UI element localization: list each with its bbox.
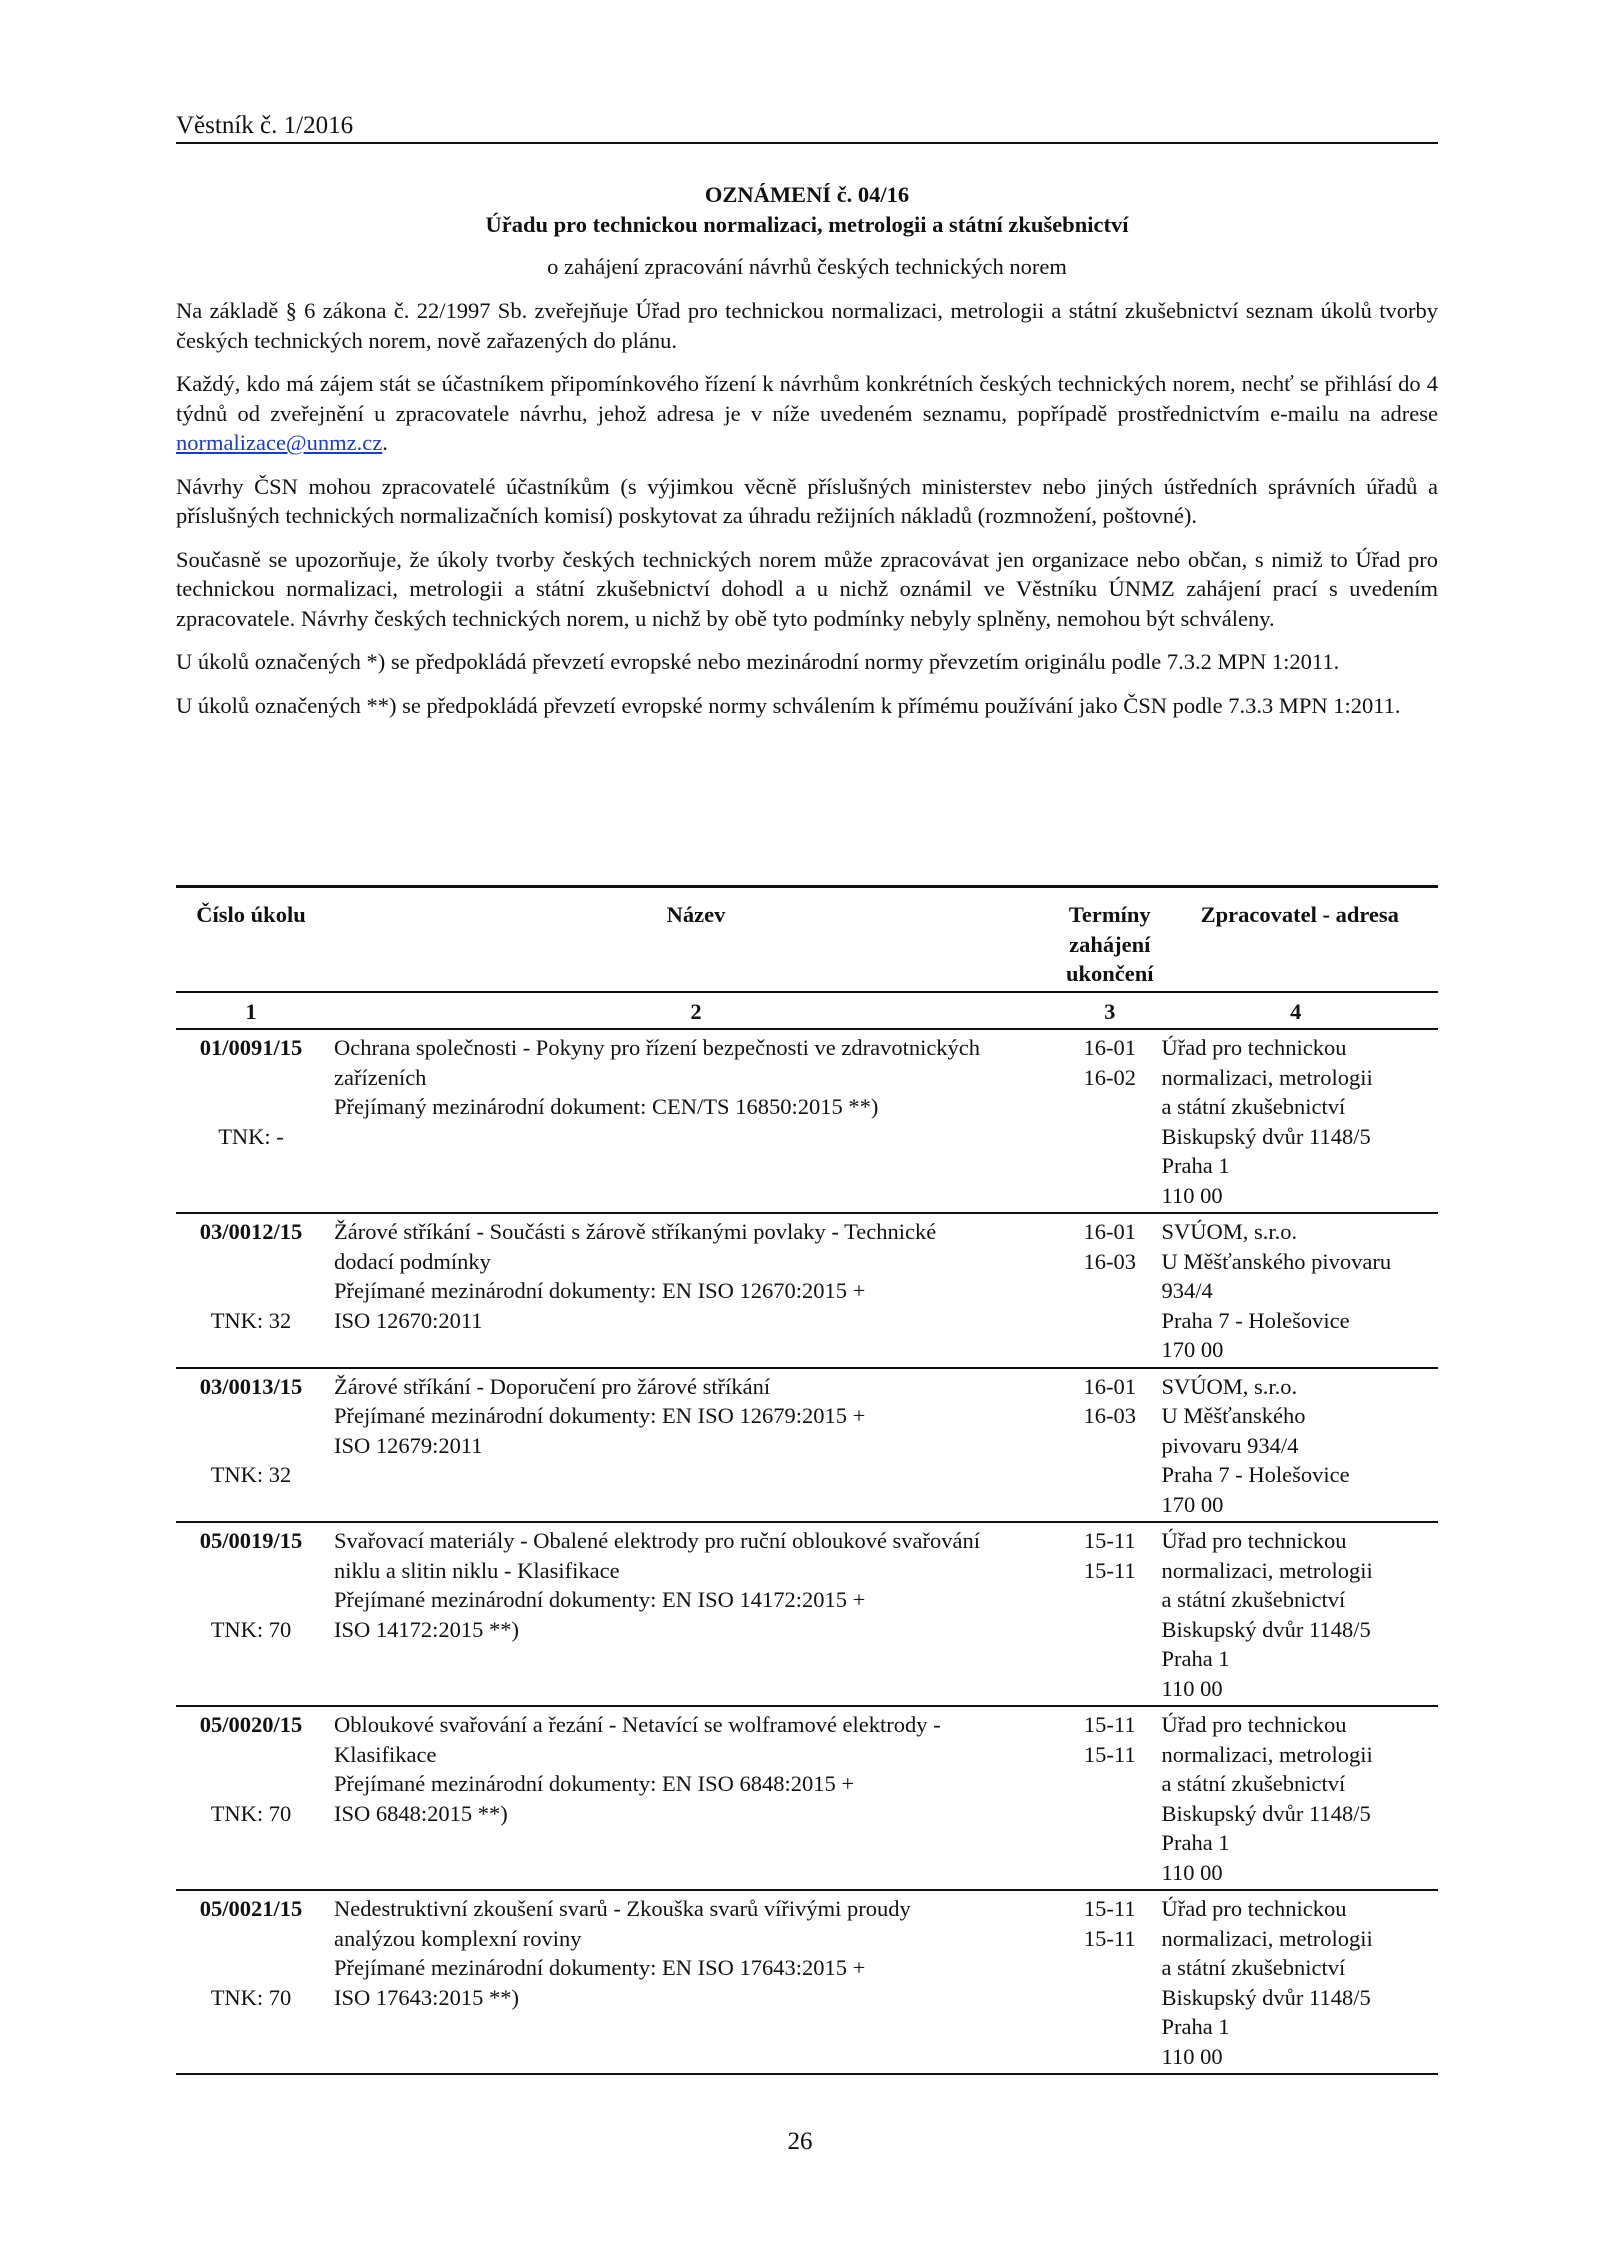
table-header-row xyxy=(176,887,1438,992)
task-title-line: Přejímané mezinárodní dokumenty: EN ISO 17643:2015 + xyxy=(334,1955,866,1980)
address-line: SVÚOM, s.r.o. xyxy=(1161,1373,1298,1399)
address-line: normalizaci, metrologii xyxy=(1161,1925,1373,1951)
header-processor: Zpracovatel - adresa xyxy=(1200,902,1399,927)
header-terms-line: ukončení xyxy=(1066,961,1154,986)
address-line: a státní zkušebnictví xyxy=(1161,1587,1346,1612)
title-line-2: Úřadu pro technickou normalizaci, metrologii a státní zkušebnictví xyxy=(485,212,1129,237)
task-title-line: ISO 12679:2011 xyxy=(334,1432,483,1458)
task-title-cell xyxy=(326,1029,1066,1213)
header-title: Název xyxy=(666,902,726,927)
task-number: 01/0091/15 xyxy=(199,1035,303,1060)
header-task-number: Číslo úkolu xyxy=(196,902,306,927)
task-title-line: Přejímané mezinárodní dokumenty: EN ISO 12679:2015 + xyxy=(334,1403,866,1428)
term-start: 16-01 xyxy=(1083,1219,1137,1244)
tnk-label: TNK: - xyxy=(218,1123,284,1149)
tnk-label: TNK: 32 xyxy=(210,1307,292,1333)
task-title-line: Žárové stříkání - Součásti s žárově stříkanými povlaky - Technické xyxy=(334,1219,937,1244)
task-title-cell xyxy=(326,1213,1066,1368)
address-line: 110 00 xyxy=(1161,1675,1223,1701)
table-row xyxy=(176,1706,1438,1890)
paragraph-participation-text: Každý, kdo má zájem stát se účastníkem připomínkového řízení k návrhům konkrétních českých technických norem, nechť se přihlásí do 4 týdnů od zveřejnění u zpracovatele návrhu, jehož adresa je v níže uvedeném seznamu, popřípadě prostřednictvím e-mailu na adrese xyxy=(176,371,1438,426)
term-start: 15-11 xyxy=(1083,1528,1136,1553)
task-id-cell xyxy=(176,1029,326,1213)
document-page xyxy=(176,112,1438,2069)
task-id-cell xyxy=(176,1522,326,1706)
term-start: 16-01 xyxy=(1083,1035,1137,1060)
processor-address-cell xyxy=(1154,1522,1438,1706)
address-line: 110 00 xyxy=(1161,2043,1223,2069)
header-terms-line: zahájení xyxy=(1069,931,1151,957)
task-terms-cell xyxy=(1066,1522,1154,1706)
tnk-label: TNK: 70 xyxy=(210,1616,292,1642)
address-line: 170 00 xyxy=(1161,1337,1224,1362)
address-line: SVÚOM, s.r.o. xyxy=(1161,1219,1298,1244)
processor-address-cell xyxy=(1154,1706,1438,1890)
task-number: 05/0020/15 xyxy=(199,1712,303,1737)
task-title-line: ISO 6848:2015 **) xyxy=(334,1800,508,1826)
paragraph-legal-basis: Na základě § 6 zákona č. 22/1997 Sb. zveřejňuje Úřad pro technickou normalizaci, metrologii a státní zkušebnictví seznam úkolů tvorby českých technických norem, nově zařazených do plánu. xyxy=(176,298,1438,353)
table-row xyxy=(176,1368,1438,1523)
processor-address-cell xyxy=(1154,1213,1438,1368)
address-line: Biskupský dvůr 1148/5 xyxy=(1161,1616,1371,1642)
term-end: 16-02 xyxy=(1083,1064,1137,1090)
address-line: Praha 1 xyxy=(1161,1830,1230,1855)
table-row xyxy=(176,1029,1438,1213)
term-start: 16-01 xyxy=(1083,1373,1137,1399)
term-start: 15-11 xyxy=(1083,1712,1136,1737)
processor-address-cell xyxy=(1154,1368,1438,1523)
address-line: Úřad pro technickou xyxy=(1161,1896,1347,1921)
address-line: 170 00 xyxy=(1161,1491,1224,1517)
processor-address-cell xyxy=(1154,1890,1438,2074)
term-end: 16-03 xyxy=(1083,1403,1137,1428)
task-id-cell xyxy=(176,1213,326,1368)
task-title-line: ISO 17643:2015 **) xyxy=(334,1984,519,2010)
task-terms-cell xyxy=(1066,1368,1154,1523)
task-number: 03/0012/15 xyxy=(199,1219,303,1244)
task-terms-cell xyxy=(1066,1029,1154,1213)
address-line: Praha 1 xyxy=(1161,2014,1230,2039)
task-title-line: Přejímané mezinárodní dokumenty: EN ISO 14172:2015 + xyxy=(334,1587,866,1612)
header-terms-line: Termíny xyxy=(1068,902,1151,927)
task-title-line: Klasifikace xyxy=(334,1741,437,1767)
task-terms-cell xyxy=(1066,1213,1154,1368)
task-title-line: dodací podmínky xyxy=(334,1248,491,1274)
address-line: Biskupský dvůr 1148/5 xyxy=(1161,1800,1371,1826)
column-number: 4 xyxy=(1154,992,1438,1030)
term-end: 16-03 xyxy=(1083,1248,1137,1274)
task-title-line: ISO 14172:2015 **) xyxy=(334,1616,519,1642)
tasks-table xyxy=(176,885,1438,2075)
column-number: 2 xyxy=(326,992,1066,1030)
header-terms xyxy=(1066,887,1154,992)
task-title-line: zařízeních xyxy=(334,1064,427,1090)
address-line: a státní zkušebnictví xyxy=(1161,1094,1346,1119)
address-line: Praha 7 - Holešovice xyxy=(1161,1307,1350,1333)
announcement-title xyxy=(176,180,1438,240)
address-line: U Měšťanského xyxy=(1161,1403,1306,1428)
address-line: Úřad pro technickou xyxy=(1161,1712,1347,1737)
processor-address-cell xyxy=(1154,1029,1438,1213)
address-line: 110 00 xyxy=(1161,1859,1223,1885)
address-line: Praha 7 - Holešovice xyxy=(1161,1462,1350,1487)
term-end: 15-11 xyxy=(1083,1741,1136,1767)
table-row xyxy=(176,1213,1438,1368)
address-line: normalizaci, metrologii xyxy=(1161,1557,1373,1583)
address-line: pivovaru 934/4 xyxy=(1161,1432,1299,1458)
term-start: 15-11 xyxy=(1083,1896,1136,1921)
task-title-cell xyxy=(326,1890,1066,2074)
address-line: Biskupský dvůr 1148/5 xyxy=(1161,1984,1371,2010)
running-head: Věstník č. 1/2016 xyxy=(176,112,1438,144)
paragraph-single-asterisk: U úkolů označených *) se předpokládá převzetí evropské nebo mezinárodní normy převzetím originálu podle 7.3.2 MPN 1:2011. xyxy=(176,649,1340,674)
address-line: Praha 1 xyxy=(1161,1646,1230,1671)
task-title-line: Přejímaný mezinárodní dokument: CEN/TS 16850:2015 **) xyxy=(334,1094,879,1119)
task-title-line: Přejímané mezinárodní dokumenty: EN ISO 6848:2015 + xyxy=(334,1771,855,1796)
task-number: 03/0013/15 xyxy=(199,1373,303,1399)
paragraph-double-asterisk: U úkolů označených **) se předpokládá převzetí evropské normy schválením k přímému používání jako ČSN podle 7.3.3 MPN 1:2011. xyxy=(176,692,1401,718)
address-line: Úřad pro technickou xyxy=(1161,1035,1347,1060)
task-title-line: Žárové stříkání - Doporučení pro žárové stříkání xyxy=(334,1373,771,1399)
term-end: 15-11 xyxy=(1083,1557,1136,1583)
announcement-subtitle: o zahájení zpracování návrhů českých technických norem xyxy=(547,254,1067,279)
task-id-cell xyxy=(176,1368,326,1523)
task-title-cell xyxy=(326,1706,1066,1890)
task-terms-cell xyxy=(1066,1706,1154,1890)
address-line: Biskupský dvůr 1148/5 xyxy=(1161,1123,1371,1149)
task-title-line: Ochrana společnosti - Pokyny pro řízení bezpečnosti ve zdravotnických xyxy=(334,1035,981,1060)
task-title-line: Přejímané mezinárodní dokumenty: EN ISO 12670:2015 + xyxy=(334,1278,866,1303)
task-id-cell xyxy=(176,1706,326,1890)
term-end: 15-11 xyxy=(1083,1925,1136,1951)
address-line: a státní zkušebnictví xyxy=(1161,1955,1346,1980)
paragraph-notice: Současně se upozorňuje, že úkoly tvorby českých technických norem může zpracovávat jen organizace nebo občan, s nimiž to Úřad pro technickou normalizaci, metrologii a státní zkušebnictví dohodl a u nichž oznámil ve Věstníku ÚNMZ zahájení prací s uvedením zpracovatele. Návrhy českých technických norem, u nichž by obě tyto podmínky nebyly splněny, nemohou být schváleny. xyxy=(176,546,1438,631)
task-title-line: ISO 12670:2011 xyxy=(334,1307,483,1333)
task-number: 05/0021/15 xyxy=(199,1896,303,1921)
email-link[interactable]: normalizace@unmz.cz xyxy=(176,430,383,455)
paragraph-drafts: Návrhy ČSN mohou zpracovatelé účastníkům (s výjimkou věcně příslušných ministerstev nebo jiných ústředních správních úřadů a příslušných technických normalizačních komisí) poskytovat za úhradu režijních nákladů (rozmnožení, poštovné). xyxy=(176,473,1438,528)
task-title-cell xyxy=(326,1522,1066,1706)
table-row xyxy=(176,1890,1438,2074)
address-line: normalizaci, metrologii xyxy=(1161,1064,1373,1090)
paragraph-participation xyxy=(176,369,1438,458)
task-title-line: Obloukové svařování a řezání - Netavící se wolframové elektrody - xyxy=(334,1712,941,1737)
task-title-line: niklu a slitin niklu - Klasifikace xyxy=(334,1557,620,1583)
tnk-label: TNK: 32 xyxy=(210,1462,292,1487)
address-line: Praha 1 xyxy=(1161,1153,1230,1178)
page-number: 26 xyxy=(787,2128,813,2155)
address-line: 934/4 xyxy=(1161,1278,1213,1303)
address-line: 110 00 xyxy=(1161,1182,1223,1208)
tnk-label: TNK: 70 xyxy=(210,1800,292,1826)
task-number: 05/0019/15 xyxy=(199,1528,303,1553)
table-body xyxy=(176,1029,1438,2074)
task-title-line: Nedestruktivní zkoušení svarů - Zkouška svarů vířivými proudy xyxy=(334,1896,911,1921)
paragraph-participation-end: . xyxy=(382,430,388,455)
column-number: 1 xyxy=(176,992,326,1030)
column-number-row xyxy=(176,992,1438,1030)
tnk-label: TNK: 70 xyxy=(210,1984,292,2010)
task-title-line: Svařovací materiály - Obalené elektrody pro ruční obloukové svařování xyxy=(334,1528,981,1553)
address-line: a státní zkušebnictví xyxy=(1161,1771,1346,1796)
address-line: Úřad pro technickou xyxy=(1161,1528,1347,1553)
task-terms-cell xyxy=(1066,1890,1154,2074)
title-line-1: OZNÁMENÍ č. 04/16 xyxy=(704,182,910,207)
address-line: normalizaci, metrologii xyxy=(1161,1741,1373,1767)
address-line: U Měšťanského pivovaru xyxy=(1161,1248,1392,1274)
table-row xyxy=(176,1522,1438,1706)
task-id-cell xyxy=(176,1890,326,2074)
task-title-line: analýzou komplexní roviny xyxy=(334,1925,582,1951)
column-number: 3 xyxy=(1066,992,1154,1030)
task-title-cell xyxy=(326,1368,1066,1523)
